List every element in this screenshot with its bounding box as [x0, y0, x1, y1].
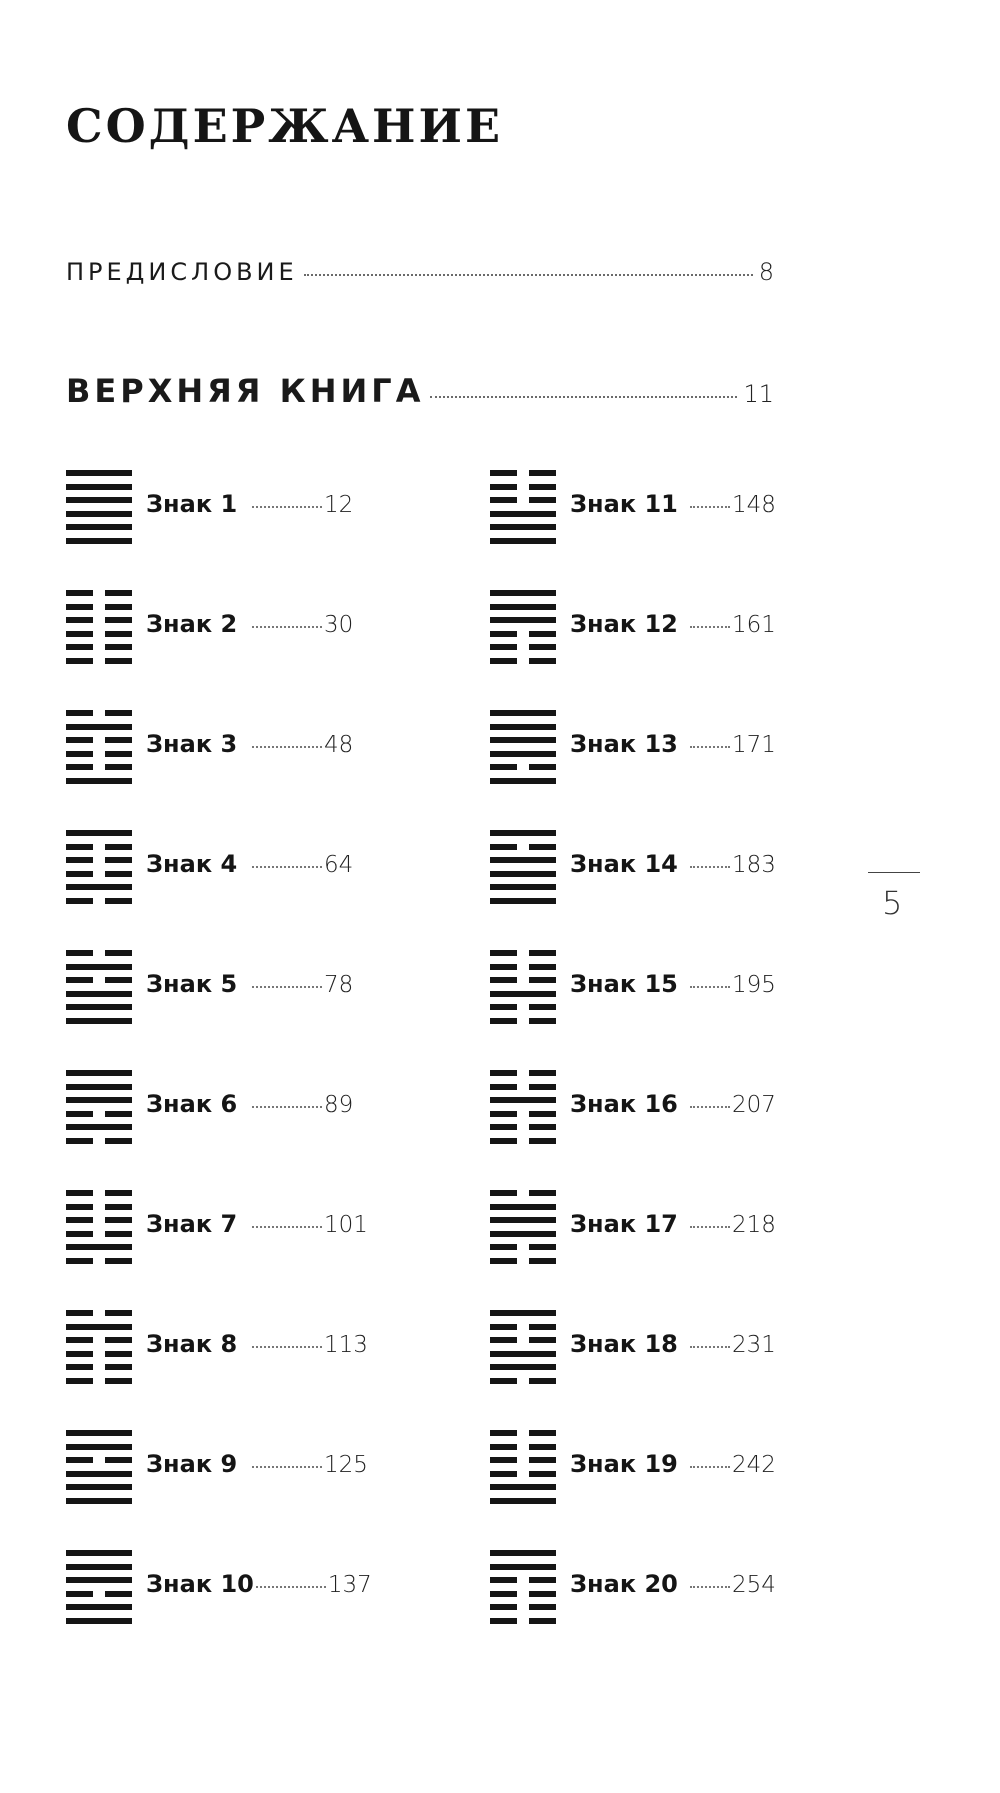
dot-leader: [252, 986, 322, 988]
dot-leader: [256, 1586, 326, 1588]
broken-line: [490, 1444, 556, 1450]
sign-page: 30: [324, 612, 354, 638]
solid-line: [490, 778, 556, 784]
solid-line: [66, 1430, 132, 1436]
broken-line: [66, 644, 132, 650]
hexagram-icon: [66, 470, 132, 544]
sign-page: 195: [732, 972, 776, 998]
solid-line: [490, 871, 556, 877]
sign-page: 125: [324, 1452, 368, 1478]
toc-sign-entry[interactable]: [490, 1310, 820, 1430]
broken-line: [490, 764, 556, 770]
hexagram-icon: [490, 710, 556, 784]
sign-entries-grid: [66, 470, 820, 1670]
broken-line: [490, 1430, 556, 1436]
solid-line: [66, 1070, 132, 1076]
broken-line: [66, 898, 132, 904]
broken-line: [66, 857, 132, 863]
sign-label: Знак 6: [146, 1090, 238, 1118]
dot-leader: [690, 1346, 730, 1348]
sign-label: Знак 4: [146, 850, 238, 878]
hexagram-icon: [66, 950, 132, 1024]
toc-entry-upper-book[interactable]: [66, 372, 774, 410]
solid-line: [490, 724, 556, 730]
hexagram-icon: [66, 1310, 132, 1384]
broken-line: [490, 1004, 556, 1010]
sign-page: 183: [732, 852, 776, 878]
sign-page: 254: [732, 1572, 776, 1598]
broken-line: [66, 764, 132, 770]
solid-line: [66, 1097, 132, 1103]
solid-line: [66, 1444, 132, 1450]
broken-line: [66, 751, 132, 757]
dot-leader: [430, 396, 737, 398]
dot-leader: [252, 746, 322, 748]
toc-sign-entry[interactable]: [66, 830, 490, 950]
dot-leader: [252, 626, 322, 628]
sign-label: Знак 12: [570, 610, 678, 638]
broken-line: [490, 1111, 556, 1117]
sign-page: 101: [324, 1212, 368, 1238]
dot-leader: [252, 1226, 322, 1228]
solid-line: [490, 1550, 556, 1556]
broken-line: [66, 1351, 132, 1357]
sign-label: Знак 17: [570, 1210, 678, 1238]
sign-page: 89: [324, 1092, 354, 1118]
page-number: 5: [882, 884, 903, 922]
solid-line: [66, 1324, 132, 1330]
broken-line: [66, 1457, 132, 1463]
hexagram-icon: [490, 1190, 556, 1264]
sign-page: 207: [732, 1092, 776, 1118]
sign-label: Знак 13: [570, 730, 678, 758]
dot-leader: [690, 1226, 730, 1228]
broken-line: [66, 1310, 132, 1316]
toc-entry-page: 11: [743, 380, 774, 408]
solid-line: [490, 898, 556, 904]
broken-line: [66, 1204, 132, 1210]
toc-sign-entry[interactable]: [66, 950, 490, 1070]
solid-line: [490, 1351, 556, 1357]
sign-page: 148: [732, 492, 776, 518]
hexagram-icon: [66, 590, 132, 664]
solid-line: [490, 737, 556, 743]
hexagram-icon: [66, 1550, 132, 1624]
broken-line: [490, 1457, 556, 1463]
broken-line: [490, 631, 556, 637]
solid-line: [490, 1231, 556, 1237]
broken-line: [490, 658, 556, 664]
sign-page: 171: [732, 732, 776, 758]
broken-line: [66, 1364, 132, 1370]
solid-line: [66, 524, 132, 530]
hexagram-icon: [490, 1310, 556, 1384]
dot-leader: [690, 746, 730, 748]
sign-label: Знак 5: [146, 970, 238, 998]
solid-line: [66, 1618, 132, 1624]
sign-label: Знак 10: [146, 1570, 254, 1598]
solid-line: [490, 1097, 556, 1103]
sign-label: Знак 3: [146, 730, 238, 758]
broken-line: [490, 1124, 556, 1130]
broken-line: [66, 737, 132, 743]
solid-line: [490, 590, 556, 596]
broken-line: [66, 1138, 132, 1144]
broken-line: [490, 1591, 556, 1597]
dot-leader: [690, 626, 730, 628]
broken-line: [490, 1258, 556, 1264]
dot-leader: [252, 1106, 322, 1108]
hexagram-icon: [490, 590, 556, 664]
broken-line: [66, 631, 132, 637]
broken-line: [490, 1190, 556, 1196]
solid-line: [490, 830, 556, 836]
solid-line: [490, 538, 556, 544]
solid-line: [66, 830, 132, 836]
solid-line: [490, 524, 556, 530]
dot-leader: [252, 1466, 322, 1468]
solid-line: [66, 511, 132, 517]
solid-line: [66, 1577, 132, 1583]
toc-sign-entry[interactable]: [66, 710, 490, 830]
sign-page: 12: [324, 492, 354, 518]
broken-line: [66, 617, 132, 623]
solid-line: [66, 964, 132, 970]
toc-sign-entry[interactable]: [66, 1190, 490, 1310]
toc-sign-entry[interactable]: [490, 1070, 820, 1190]
broken-line: [490, 470, 556, 476]
broken-line: [66, 1111, 132, 1117]
solid-line: [66, 778, 132, 784]
hexagram-icon: [490, 950, 556, 1024]
dot-leader: [304, 274, 753, 276]
sign-page: 242: [732, 1452, 776, 1478]
broken-line: [490, 1618, 556, 1624]
solid-line: [66, 484, 132, 490]
sign-label: Знак 15: [570, 970, 678, 998]
solid-line: [490, 710, 556, 716]
solid-line: [66, 1498, 132, 1504]
broken-line: [490, 644, 556, 650]
sign-page: 161: [732, 612, 776, 638]
dot-leader: [690, 1106, 730, 1108]
broken-line: [66, 871, 132, 877]
broken-line: [66, 1231, 132, 1237]
toc-entry-label: ПРЕДИСЛОВИЕ: [66, 258, 298, 286]
broken-line: [66, 604, 132, 610]
toc-sign-entry[interactable]: [490, 1190, 820, 1310]
broken-line: [66, 658, 132, 664]
sign-label: Знак 20: [570, 1570, 678, 1598]
solid-line: [66, 1124, 132, 1130]
solid-line: [66, 1244, 132, 1250]
hexagram-icon: [66, 1070, 132, 1144]
broken-line: [66, 710, 132, 716]
toc-sign-entry[interactable]: [490, 470, 820, 590]
broken-line: [490, 1018, 556, 1024]
toc-sign-entry[interactable]: [66, 1310, 490, 1430]
sign-page: 48: [324, 732, 354, 758]
toc-sign-entry[interactable]: [66, 1070, 490, 1190]
dot-leader: [690, 866, 730, 868]
hexagram-icon: [490, 830, 556, 904]
sign-label: Знак 9: [146, 1450, 238, 1478]
solid-line: [490, 617, 556, 623]
solid-line: [490, 511, 556, 517]
broken-line: [66, 1217, 132, 1223]
solid-line: [490, 991, 556, 997]
broken-line: [490, 1138, 556, 1144]
sign-label: Знак 16: [570, 1090, 678, 1118]
solid-line: [490, 1564, 556, 1570]
dot-leader: [252, 506, 322, 508]
hexagram-icon: [490, 1550, 556, 1624]
solid-line: [66, 1550, 132, 1556]
broken-line: [490, 484, 556, 490]
sign-label: Знак 1: [146, 490, 238, 518]
sign-label: Знак 8: [146, 1330, 238, 1358]
broken-line: [490, 977, 556, 983]
solid-line: [490, 1310, 556, 1316]
solid-line: [66, 1564, 132, 1570]
solid-line: [66, 991, 132, 997]
solid-line: [490, 857, 556, 863]
dot-leader: [252, 866, 322, 868]
sign-page: 231: [732, 1332, 776, 1358]
toc-sign-entry[interactable]: [490, 590, 820, 710]
broken-line: [490, 1084, 556, 1090]
page-title: СОДЕРЖАНИЕ: [66, 98, 504, 153]
hexagram-icon: [66, 1430, 132, 1504]
toc-sign-entry[interactable]: [66, 470, 490, 590]
solid-line: [66, 1084, 132, 1090]
solid-line: [490, 604, 556, 610]
folio-rule: [868, 872, 920, 873]
toc-sign-entry[interactable]: [66, 1550, 490, 1670]
solid-line: [490, 1204, 556, 1210]
hexagram-icon: [490, 1070, 556, 1144]
toc-sign-entry[interactable]: [66, 1430, 490, 1550]
solid-line: [490, 751, 556, 757]
sign-page: 137: [327, 1572, 372, 1598]
sign-page: 64: [324, 852, 354, 878]
solid-line: [490, 1484, 556, 1490]
solid-line: [66, 884, 132, 890]
dot-leader: [690, 506, 730, 508]
broken-line: [490, 1577, 556, 1583]
toc-sign-entry[interactable]: [490, 1430, 820, 1550]
solid-line: [66, 497, 132, 503]
toc-entry-preface[interactable]: [66, 258, 774, 286]
broken-line: [490, 1471, 556, 1477]
sign-label: Знак 7: [146, 1210, 238, 1238]
solid-line: [66, 1471, 132, 1477]
broken-line: [66, 844, 132, 850]
solid-line: [490, 1217, 556, 1223]
broken-line: [490, 844, 556, 850]
toc-sign-entry[interactable]: [490, 1550, 820, 1670]
toc-entry-page: 8: [758, 258, 774, 286]
sign-label: Знак 2: [146, 610, 238, 638]
broken-line: [66, 1337, 132, 1343]
broken-line: [490, 964, 556, 970]
toc-sign-entry[interactable]: [490, 830, 820, 950]
solid-line: [66, 1604, 132, 1610]
solid-line: [490, 1498, 556, 1504]
solid-line: [490, 884, 556, 890]
dot-leader: [252, 1346, 322, 1348]
sign-page: 218: [732, 1212, 776, 1238]
toc-sign-entry[interactable]: [490, 950, 820, 1070]
solid-line: [66, 1484, 132, 1490]
broken-line: [66, 1190, 132, 1196]
toc-sign-entry[interactable]: [66, 590, 490, 710]
broken-line: [490, 1337, 556, 1343]
broken-line: [66, 950, 132, 956]
solid-line: [66, 538, 132, 544]
sign-page: 78: [324, 972, 354, 998]
broken-line: [66, 1591, 132, 1597]
broken-line: [490, 1324, 556, 1330]
sign-label: Знак 18: [570, 1330, 678, 1358]
broken-line: [66, 590, 132, 596]
sign-label: Знак 14: [570, 850, 678, 878]
sign-label: Знак 19: [570, 1450, 678, 1478]
hexagram-icon: [66, 830, 132, 904]
broken-line: [490, 1378, 556, 1384]
broken-line: [66, 1258, 132, 1264]
solid-line: [66, 1004, 132, 1010]
solid-line: [490, 1364, 556, 1370]
broken-line: [490, 497, 556, 503]
dot-leader: [690, 1466, 730, 1468]
toc-entry-label: ВЕРХНЯЯ КНИГА: [66, 372, 425, 410]
solid-line: [66, 724, 132, 730]
dot-leader: [690, 986, 730, 988]
toc-sign-entry[interactable]: [490, 710, 820, 830]
broken-line: [490, 1244, 556, 1250]
broken-line: [490, 1070, 556, 1076]
hexagram-icon: [66, 710, 132, 784]
broken-line: [66, 1378, 132, 1384]
solid-line: [66, 470, 132, 476]
sign-page: 113: [324, 1332, 368, 1358]
hexagram-icon: [490, 1430, 556, 1504]
broken-line: [66, 977, 132, 983]
sign-label: Знак 11: [570, 490, 678, 518]
solid-line: [66, 1018, 132, 1024]
hexagram-icon: [490, 470, 556, 544]
hexagram-icon: [66, 1190, 132, 1264]
dot-leader: [690, 1586, 730, 1588]
broken-line: [490, 1604, 556, 1610]
broken-line: [490, 950, 556, 956]
